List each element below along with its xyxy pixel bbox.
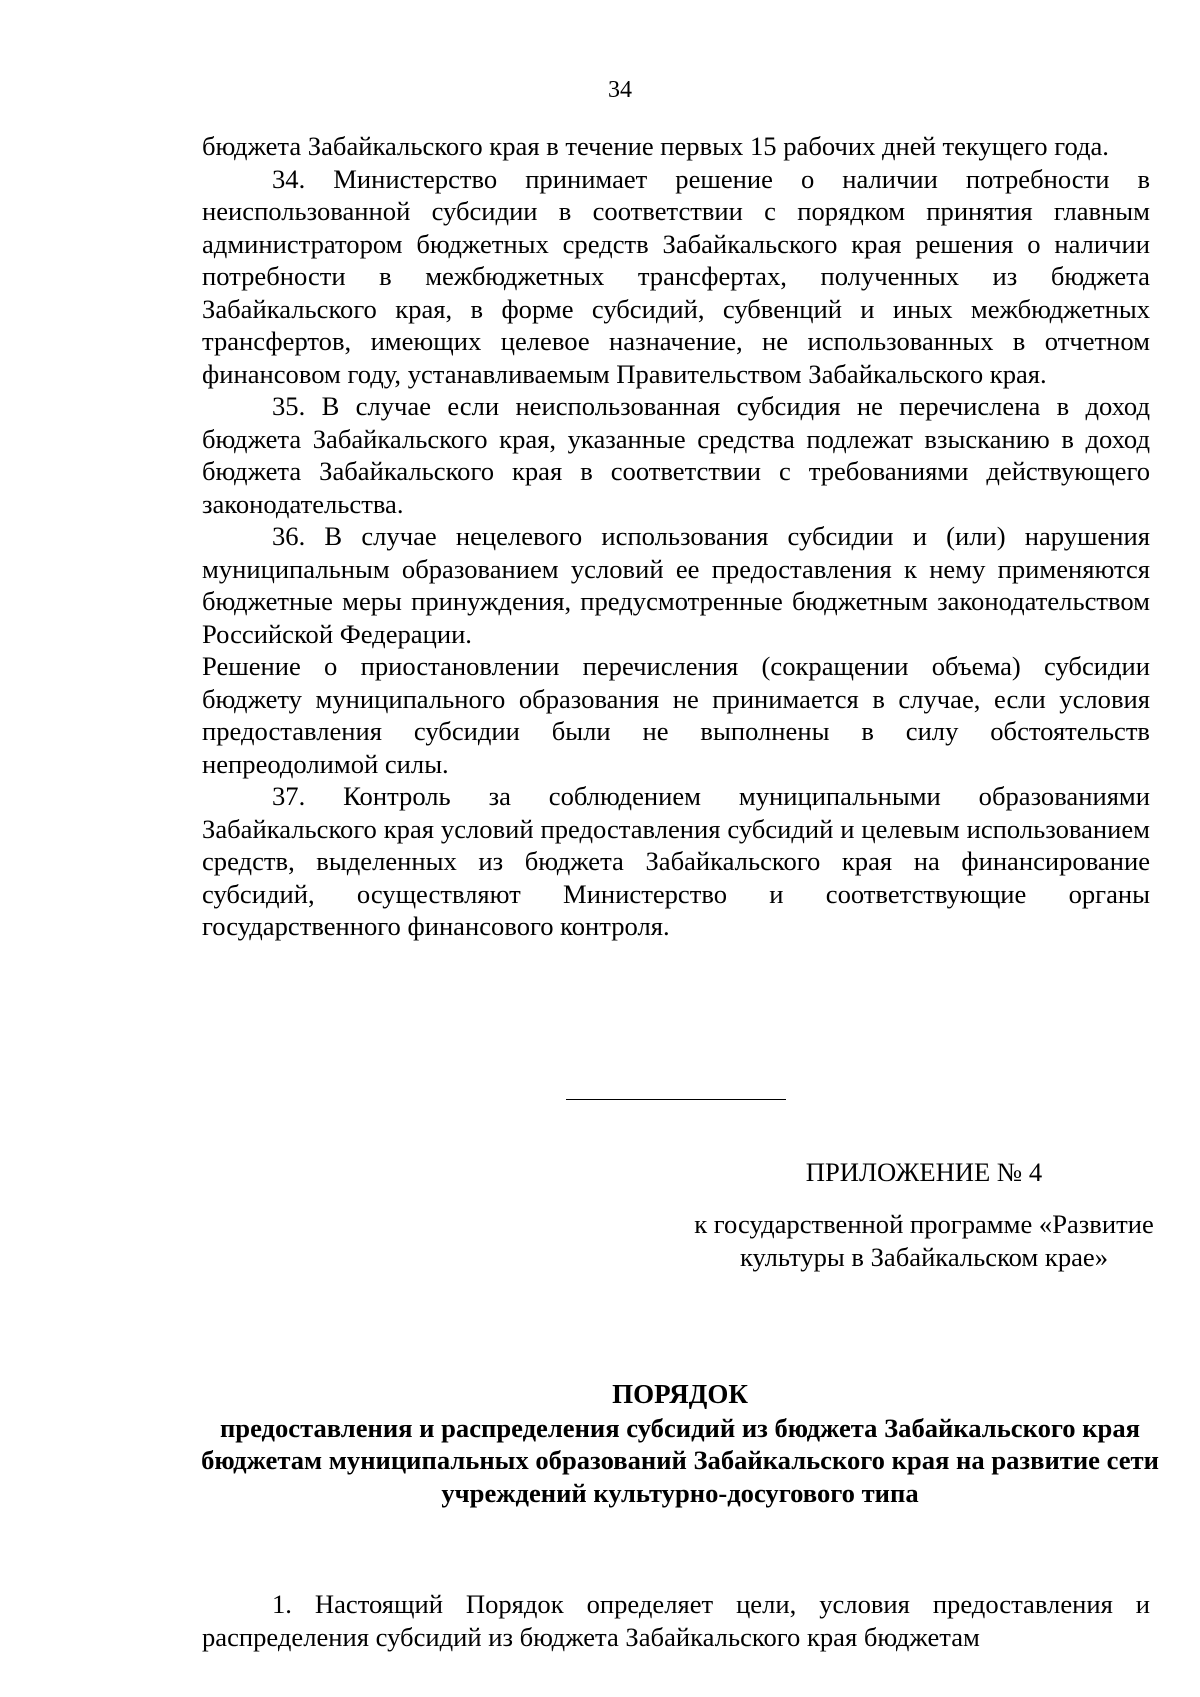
paragraph-budget-refund: бюджета Забайкальского края в течение первых 15 рабочих дней текущего года. [202, 131, 1109, 161]
paragraph-1: 1. Настоящий Порядок определяет цели, условия предоставления и распределения субсидий из бюджета Забайкальского края бюджетам [202, 1589, 1150, 1652]
appendix-subtitle: к государственной программе «Развитие культуры в Забайкальском крае» [694, 1209, 1154, 1272]
closing-text [202, 1588, 1150, 1653]
heading-title: ПОРЯДОК [612, 1379, 748, 1409]
separator-line [566, 1099, 786, 1100]
document-heading [180, 1378, 1180, 1509]
paragraph-35: 35. В случае если неиспользованная субсидия не перечислена в доход бюджета Забайкальского края, указанные средства подлежат взысканию в доход бюджета Забайкальского края в соответствии с требованиями действующего законодательства. [202, 391, 1150, 519]
page-number: 34 [608, 77, 632, 103]
paragraph-suspension-decision: Решение о приостановлении перечисления (сокращении объема) субсидии бюджету муниципального образования не принимается в случае, если условия предоставления субсидии были не выполнены в силу обстоятельств непреодолимой силы. [202, 651, 1150, 779]
appendix-title: ПРИЛОЖЕНИЕ № 4 [805, 1157, 1043, 1187]
heading-subtitle: предоставления и распределения субсидий из бюджета Забайкальского края бюджетам муниципальных образований Забайкальского края на развитие сети учреждений культурно-досугового типа [201, 1412, 1159, 1508]
paragraph-37: 37. Контроль за соблюдением муниципальными образованиями Забайкальского края условий предоставления субсидий и целевым использованием средств, выделенных из бюджета Забайкальского края на финансирование субсидий, осуществляют Министерство и соответствующие органы государственного финансового контроля. [202, 781, 1150, 941]
paragraph-34: 34. Министерство принимает решение о наличии потребности в неиспользованной субсидии в соответствии с порядком принятия главным администратором бюджетных средств Забайкальского края решения о наличии потребности в межбюджетных трансфертах, полученных из бюджета Забайкальского края, в форме субсидий, субвенций и иных межбюджетных трансфертов, имеющих целевое назначение, не использованных в отчетном финансовом году, устанавливаемым Правительством Забайкальского края. [202, 163, 1150, 389]
paragraph-36: 36. В случае нецелевого использования субсидии и (или) нарушения муниципальным образованием условий ее предоставления к нему применяются бюджетные меры принуждения, предусмотренные бюджетным законодательством Российской Федерации. [202, 521, 1150, 649]
body-text [202, 130, 1150, 943]
